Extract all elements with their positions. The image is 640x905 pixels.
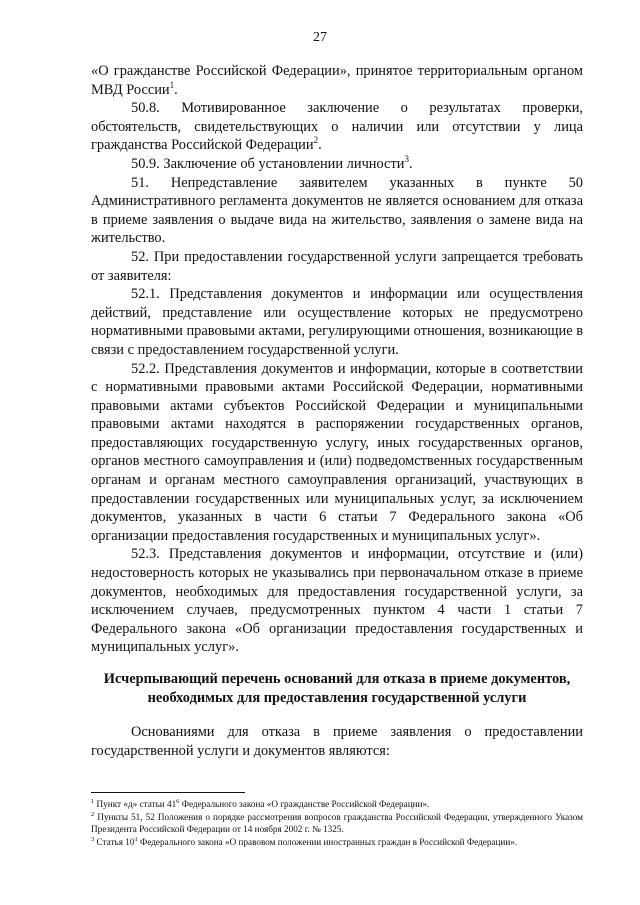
paragraph-51: 51. Непредставление заявителем указанных в пункте 50 Административного регламента документов не является основанием для отказа в приеме заявления о выдаче вида на жительство, заявления о замене вида на жительство. xyxy=(91,174,583,247)
paragraph-citizenship-decision: «О гражданстве Российской Федерации», принятое территориальным органом МВД России$^1$. xyxy=(91,63,583,98)
section-heading: Исчерпывающий перечень оснований для отказа в приеме документов, необходимых для предоставления государственной услуги xyxy=(103,671,571,706)
footnote-ref-3: 3 xyxy=(404,154,409,165)
paragraph-50-8: 50.8. Мотивированное заключение о результатах проверки, обстоятельств, свидетельствующих о наличии или отсутствии у лица гражданства Российской Федерации$^2$. xyxy=(91,100,583,154)
section-intro: Основаниями для отказа в приеме заявления о предоставлении государственной услуги и документов являются: xyxy=(91,724,583,759)
footnote-2: $^2$ Пункты 51, 52 Положения о порядке рассмотрения вопросов гражданства Российской Федерации, утвержденного Указом Президента Российской Федерации от 14 ноября 2002 г. № 1325. xyxy=(91,810,583,835)
paragraph-52-3: 52.3. Представления документов и информации, отсутствие и (или) недостоверность которых не указывались при первоначальном отказе в приеме документов, необходимых для предоставления государственной услуги, за исключением случаев, предусмотренных пунктом 4 части 1 статьи 7 Федерального закона «Об организации предоставления государственных и муниципальных услуг». xyxy=(91,546,583,656)
paragraph-52: 52. При предоставлении государственной услуги запрещается требовать от заявителя: xyxy=(91,248,583,284)
paragraph-52-1: 52.1. Представления документов и информации или осуществления действий, представление или осуществление которых не предусмотрено нормативными правовыми актами, регулирующими отношения, возникающие в связи с предоставлением государственной услуги. xyxy=(91,286,583,358)
paragraph-52-2: 52.2. Представления документов и информации, которые в соответствии с нормативными правовыми актами Российской Федерации, нормативными правовыми актами субъектов Российской Федерации и муниципальными правовыми актами находятся в распоряжении государственных органов, предоставляющих государственную услугу, иных государственных органов, органов местного самоуправления и (или) подведомственных государственным органам и органам местного самоуправления организаций, участвующих в предоставлении государственных или муниципальных услуг, за исключением документов, указанных в части 6 статьи 7 Федерального закона «Об организации предоставления государственных и муниципальных услуг». xyxy=(91,360,583,544)
footnote-ref-1: 1 xyxy=(169,79,175,90)
footnote-1: $^1$ Пункт «д» статьи $41^6$ Федерального закона «О гражданстве Российской Федерации». xyxy=(91,797,430,809)
footnotes xyxy=(91,798,583,848)
page-number: 27 xyxy=(313,30,327,45)
footnote-divider xyxy=(91,792,245,793)
paragraph-50-9: 50.9. Заключение об установлении личности$^3$. xyxy=(131,154,413,172)
footnote-ref-2: 2 xyxy=(313,135,319,146)
footnote-3: $^3$ Статья $10^1$ Федерального закона «О правовом положении иностранных граждан в Российской Федерации». xyxy=(91,835,518,847)
main-text xyxy=(91,62,583,657)
